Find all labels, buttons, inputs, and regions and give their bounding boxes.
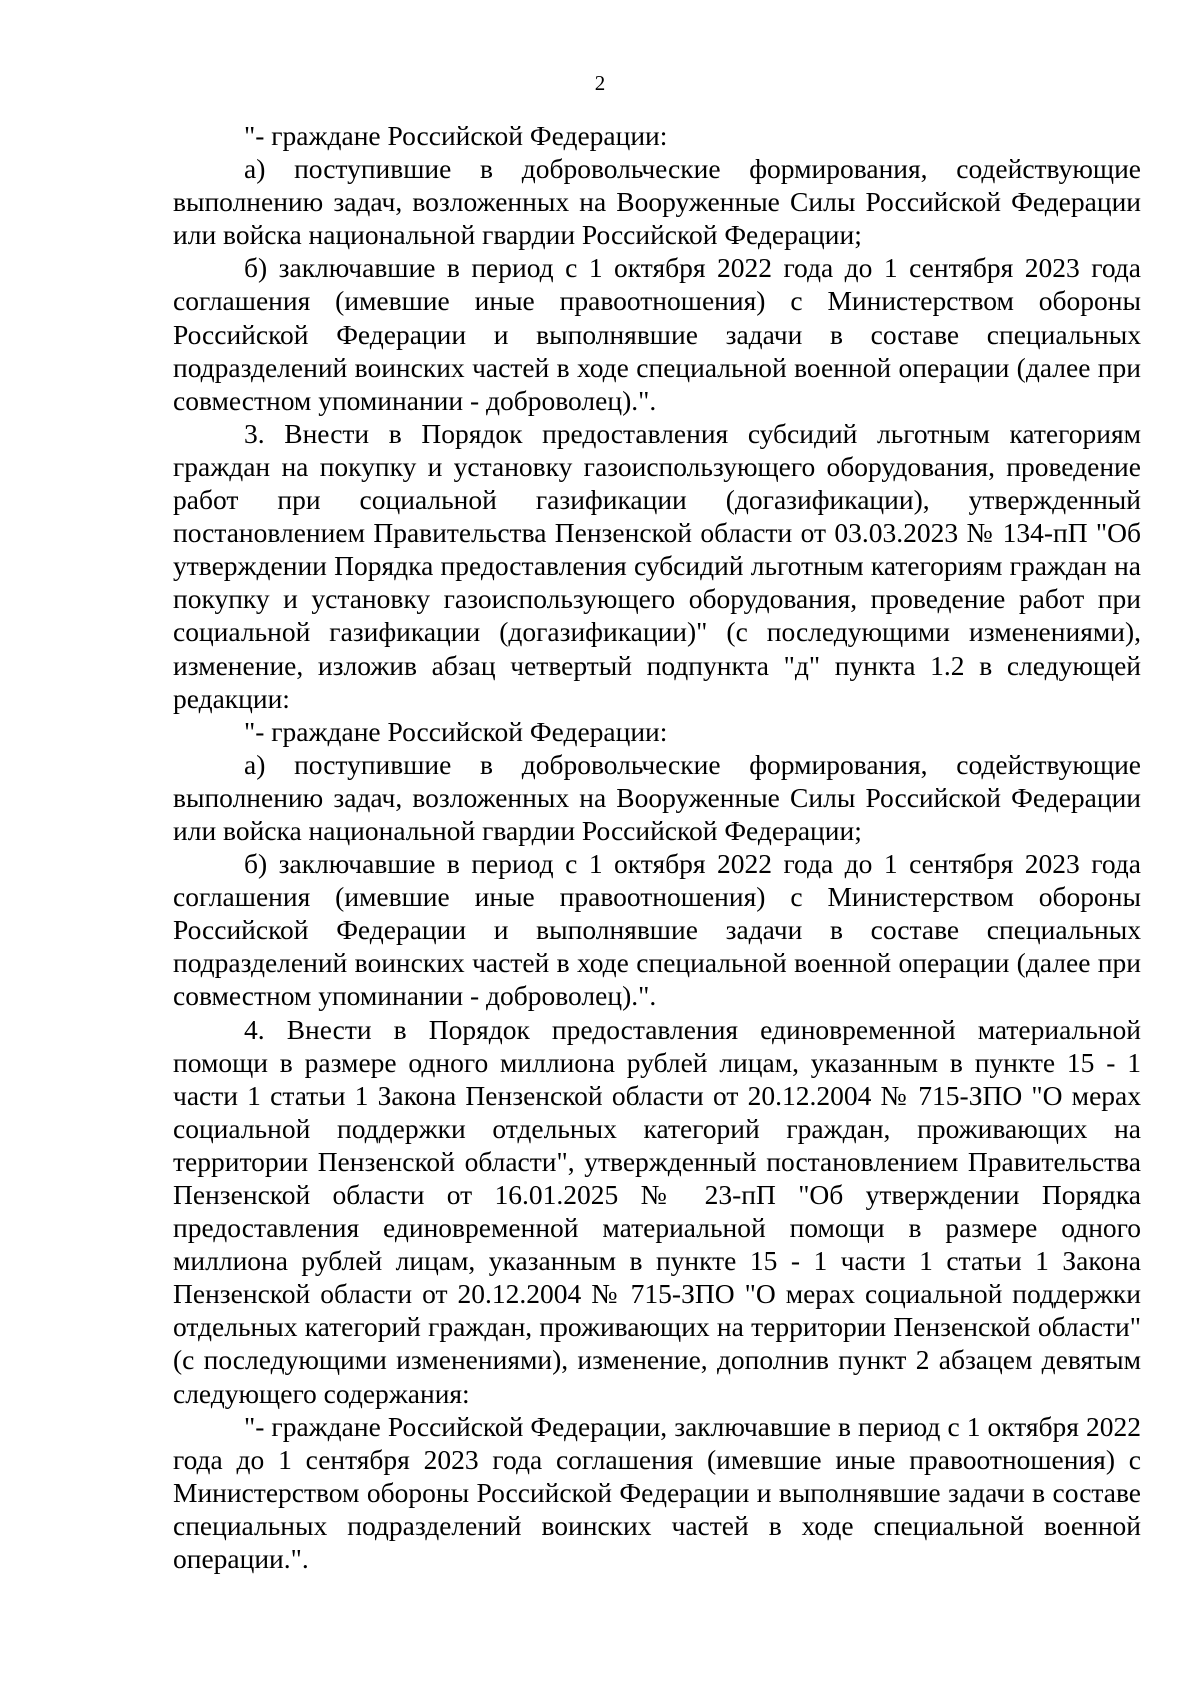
paragraph-item-b-2: б) заключавшие в период с 1 октября 2022 года до 1 сентября 2023 года соглашения (имевшие иные правоотношения) с Министерством обороны Российской Федерации и выполнявшие задачи в составе специальных подразделений воинских частей в ходе специальной военной операции (далее при совместном упоминании - доброволец).". <box>173 848 1141 1012</box>
page-number: 2 <box>594 71 606 95</box>
paragraph-clause-3: 3. Внести в Порядок предоставления субсидий льготным категориям граждан на покупку и установку газоиспользующего оборудования, проведение работ при социальной газификации (догазификации), утвержденный постановлением Правительства Пензенской области от 03.03.2023 № 134-пП "Об утверждении Порядка предоставления субсидий льготным категориям граждан на покупку и установку газоиспользующего оборудования, проведение работ при социальной газификации (догазификации)" (с последующими изменениями), изменение, изложив абзац четвертый подпункта "д" пункта 1.2 в следующей редакции: <box>173 417 1141 714</box>
paragraph-item-b: б) заключавшие в период с 1 октября 2022 года до 1 сентября 2023 года соглашения (имевшие иные правоотношения) с Министерством обороны Российской Федерации и выполнявшие задачи в составе специальных подразделений воинских частей в ходе специальной военной операции (далее при совместном упоминании - доброволец).". <box>173 252 1141 416</box>
paragraph-item-a: а) поступившие в добровольческие формирования, содействующие выполнению задач, возложенных на Вооруженные Силы Российской Федерации или войска национальной гвардии Российской Федерации; <box>173 153 1141 251</box>
paragraph-new-paragraph-nine: "- граждане Российской Федерации, заключавшие в период с 1 октября 2022 года до 1 сентября 2023 года соглашения (имевшие иные правоотношения) с Министерством обороны Российской Федерации и выполнявшие задачи в составе специальных подразделений воинских частей в ходе специальной военной операции.". <box>173 1410 1141 1575</box>
paragraph-clause-4: 4. Внести в Порядок предоставления единовременной материальной помощи в размере одного миллиона рублей лицам, указанным в пункте 15 - 1 части 1 статьи 1 Закона Пензенской области от 20.12.2004 № 715-ЗПО "О мерах социальной поддержки отдельных категорий граждан, проживающих на территории Пензенской области", утвержденный постановлением Правительства Пензенской области от 16.01.2025 № 23-пП "Об утверждении Порядка предоставления единовременной материальной помощи в размере одного миллиона рублей лицам, указанным в пункте 15 - 1 части 1 статьи 1 Закона Пензенской области от 20.12.2004 № 715-ЗПО "О мерах социальной поддержки отдельных категорий граждан, проживающих на территории Пензенской области" (с последующими изменениями), изменение, дополнив пункт 2 абзацем девятым следующего содержания: <box>173 1013 1141 1409</box>
paragraph-item-a-2: а) поступившие в добровольческие формирования, содействующие выполнению задач, возложенных на Вооруженные Силы Российской Федерации или войска национальной гвардии Российской Федерации; <box>173 748 1141 846</box>
paragraph-citizens-heading-2: "- граждане Российской Федерации: <box>244 715 668 747</box>
document-body <box>173 119 1141 1575</box>
paragraph-citizens-heading: "- граждане Российской Федерации: <box>244 120 668 151</box>
